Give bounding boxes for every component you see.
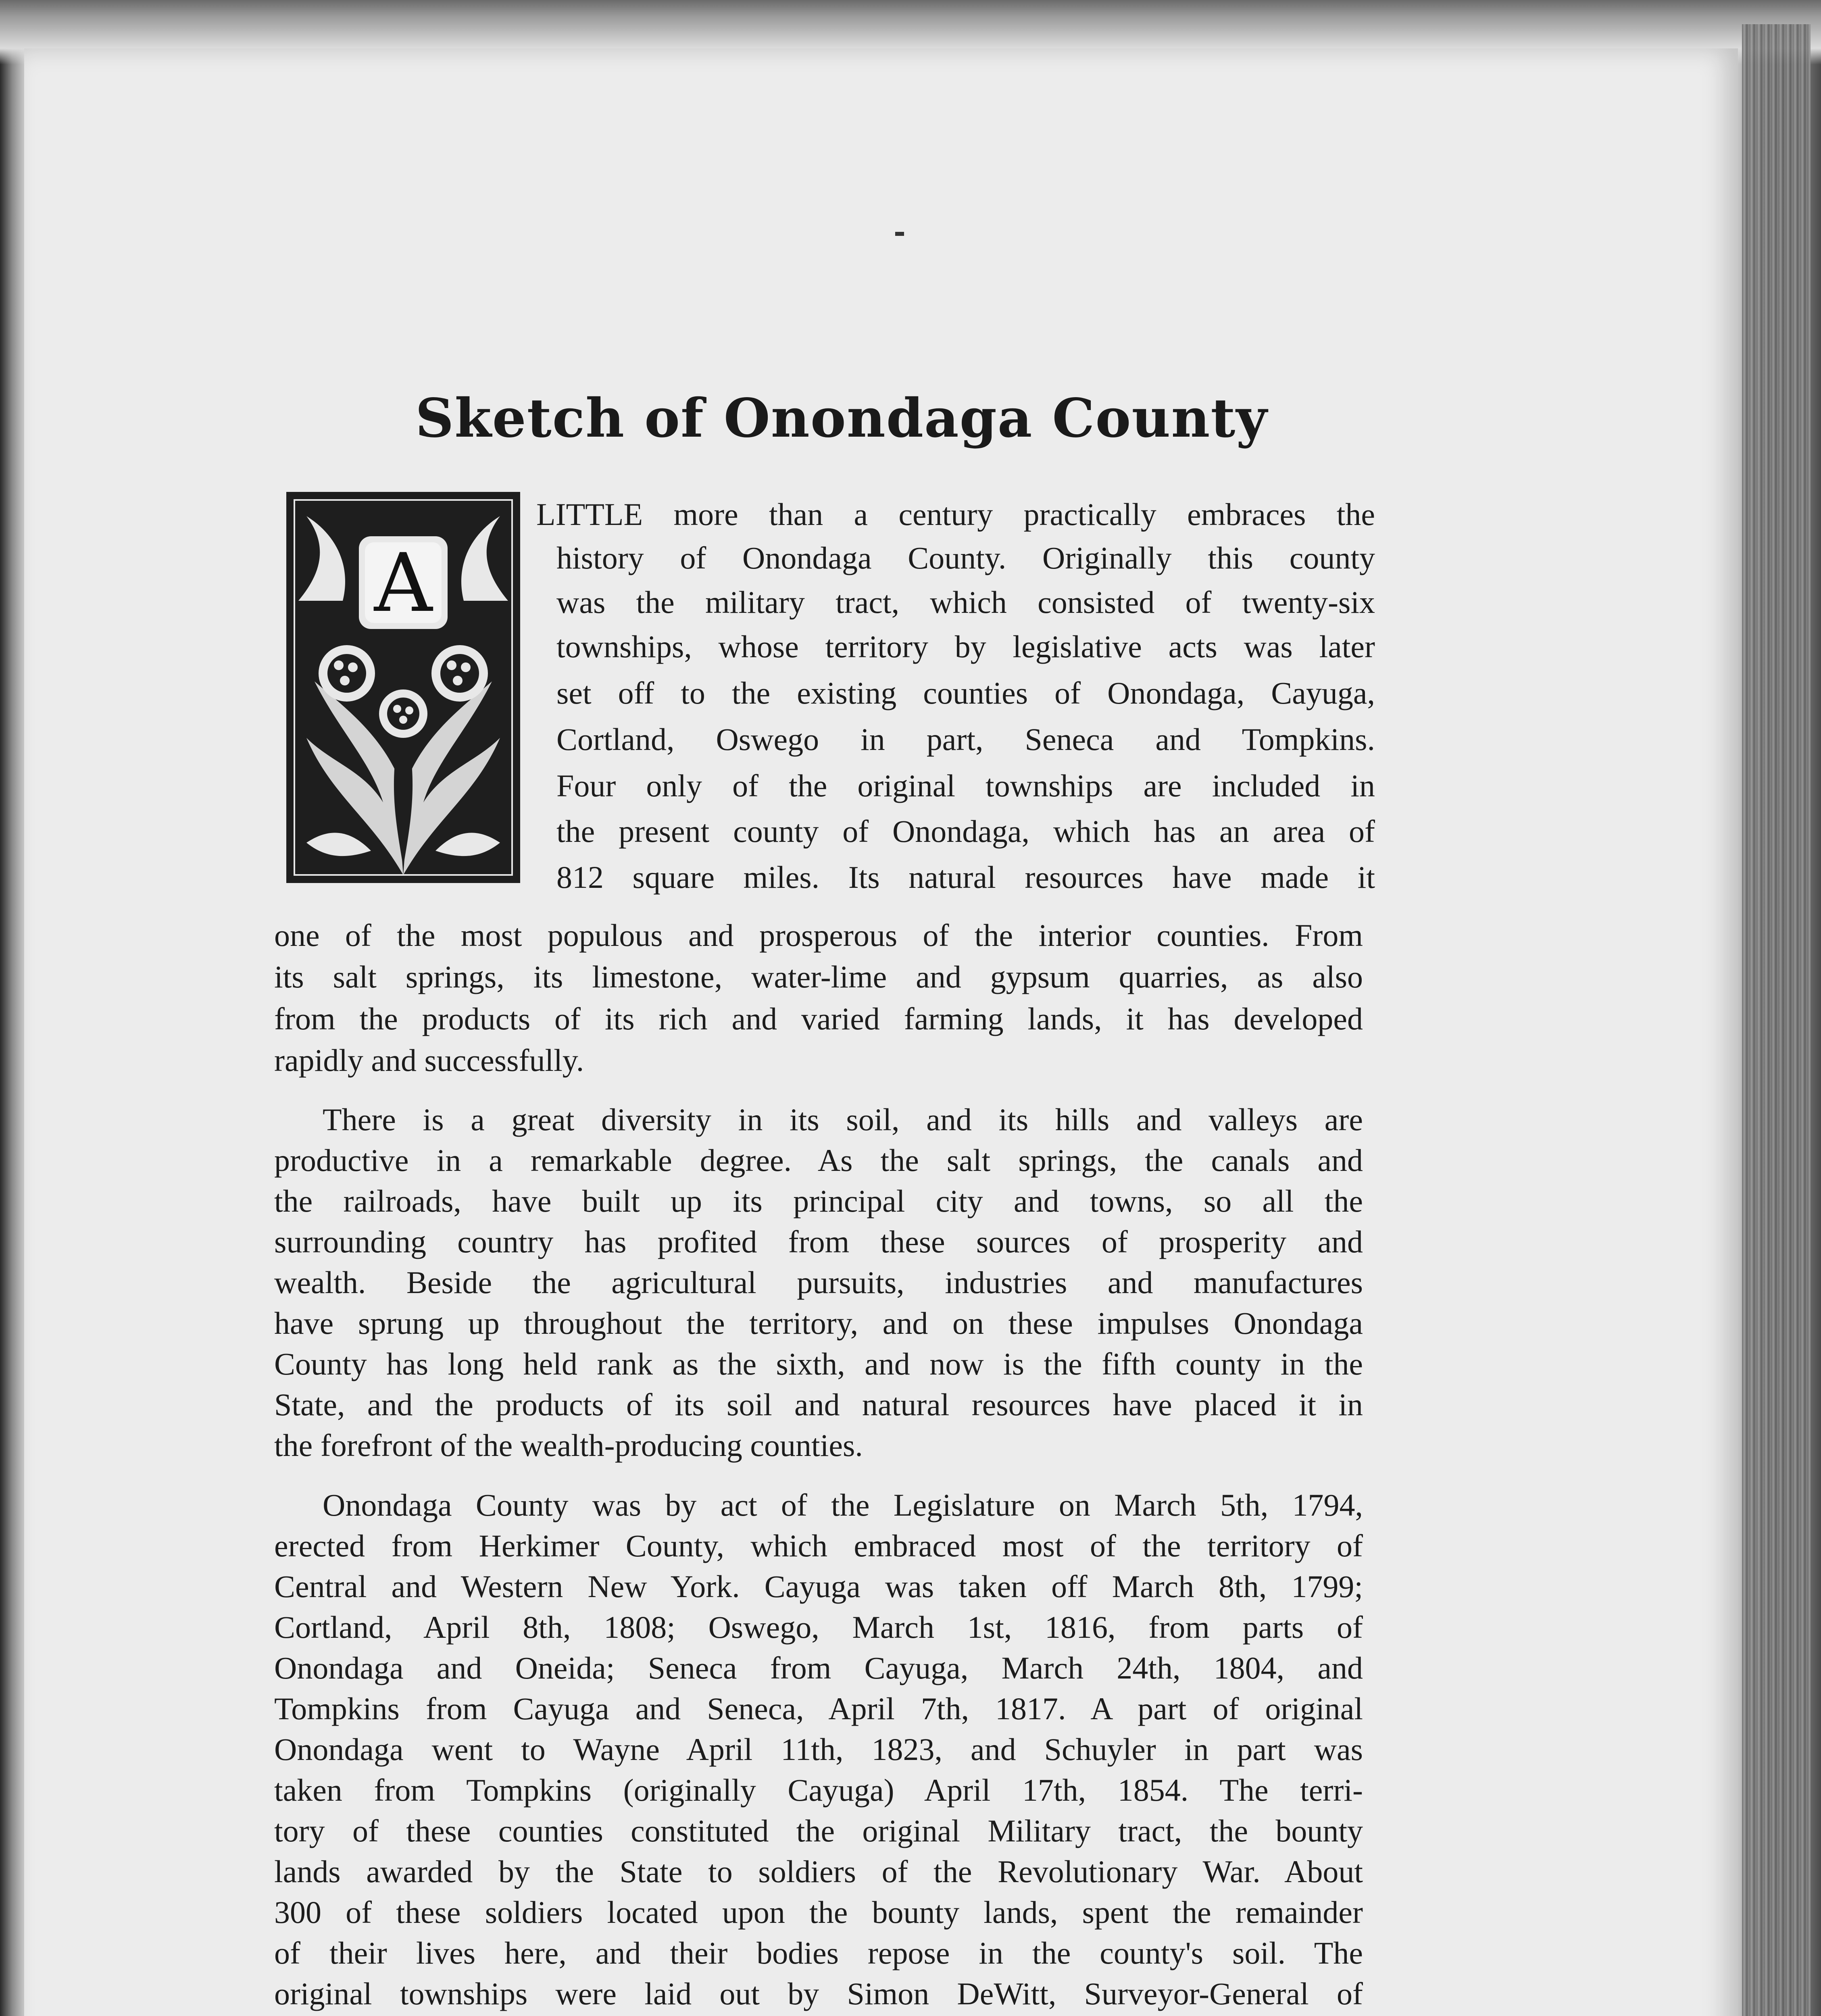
body-line: original townships were laid out by Simon DeWitt, Surveyor-General of [274, 1976, 1363, 2011]
body-line: surrounding country has profited from these sources of prosperity and [274, 1224, 1363, 1259]
body-line: have sprung up throughout the territory, and on these impulses Onondaga [274, 1306, 1363, 1341]
body-line: wealth. Beside the agricultural pursuits, industries and manufactures [274, 1265, 1363, 1300]
intro-line: was the military tract, which consisted of twenty-six [556, 585, 1375, 620]
body-line: Onondaga went to Wayne April 11th, 1823, and Schuyler in part was [274, 1732, 1363, 1767]
body-line: rapidly and successfully. [274, 1043, 584, 1078]
body-line: State, and the products of its soil and natural resources have placed it in [274, 1387, 1363, 1422]
body-line: Central and Western New York. Cayuga was taken off March 8th, 1799; [274, 1569, 1363, 1604]
intro-line: Cortland, Oswego in part, Seneca and Tompkins. [556, 722, 1375, 757]
body-line: tory of these counties constituted the original Military tract, the bounty [274, 1813, 1363, 1848]
intro-line: LITTLE more than a century practically embraces the [536, 497, 1375, 532]
body-line: Tompkins from Cayuga and Seneca, April 7th, 1817. A part of original [274, 1691, 1363, 1726]
drop-cap-letter: A [374, 536, 433, 630]
intro-line: history of Onondaga County. Originally this county [556, 540, 1375, 575]
intro-line: townships, whose territory by legislative acts was later [556, 629, 1375, 664]
body-line: one of the most populous and prosperous of the interior counties. From [274, 918, 1363, 953]
body-line: the forefront of the wealth-producing counties. [274, 1428, 863, 1463]
body-line: erected from Herkimer County, which embraced most of the territory of [274, 1528, 1363, 1563]
body-line: of their lives here, and their bodies repose in the county's soil. The [274, 1935, 1363, 1970]
book-page-edges [1742, 24, 1811, 2016]
body-line: There is a great diversity in its soil, and its hills and valleys are [323, 1102, 1363, 1137]
body-line: County has long held rank as the sixth, and now is the fifth county in the [274, 1346, 1363, 1381]
body-line: Cortland, April 8th, 1808; Oswego, March 1st, 1816, from parts of [274, 1610, 1363, 1645]
ornamental-drop-cap [282, 488, 524, 887]
body-line: Onondaga and Oneida; Seneca from Cayuga, March 24th, 1804, and [274, 1650, 1363, 1685]
body-line: productive in a remarkable degree. As the salt springs, the canals and [274, 1143, 1363, 1178]
page-title: Sketch of Onondaga County [415, 387, 1268, 450]
intro-line: set off to the existing counties of Onondaga, Cayuga, [556, 675, 1375, 710]
body-line: its salt springs, its limestone, water-lime and gypsum quarries, as also [274, 959, 1363, 994]
intro-line: the present county of Onondaga, which has an area of [556, 814, 1375, 849]
intro-line: 812 square miles. Its natural resources have made it [556, 860, 1375, 895]
body-line: from the products of its rich and varied farming lands, it has developed [274, 1001, 1363, 1036]
body-line: the railroads, have built up its principal city and towns, so all the [274, 1183, 1363, 1218]
intro-line: Four only of the original townships are included in [556, 768, 1375, 803]
body-line: taken from Tompkins (originally Cayuga) April 17th, 1854. The terri- [274, 1772, 1363, 1808]
page-mark [895, 232, 904, 236]
body-line [274, 2014, 1363, 2016]
body-line: lands awarded by the State to soldiers of the Revolutionary War. About [274, 1854, 1363, 1889]
body-line: Onondaga County was by act of the Legislature on March 5th, 1794, [323, 1487, 1363, 1522]
body-line: 300 of these soldiers located upon the bounty lands, spent the remainder [274, 1895, 1363, 1930]
